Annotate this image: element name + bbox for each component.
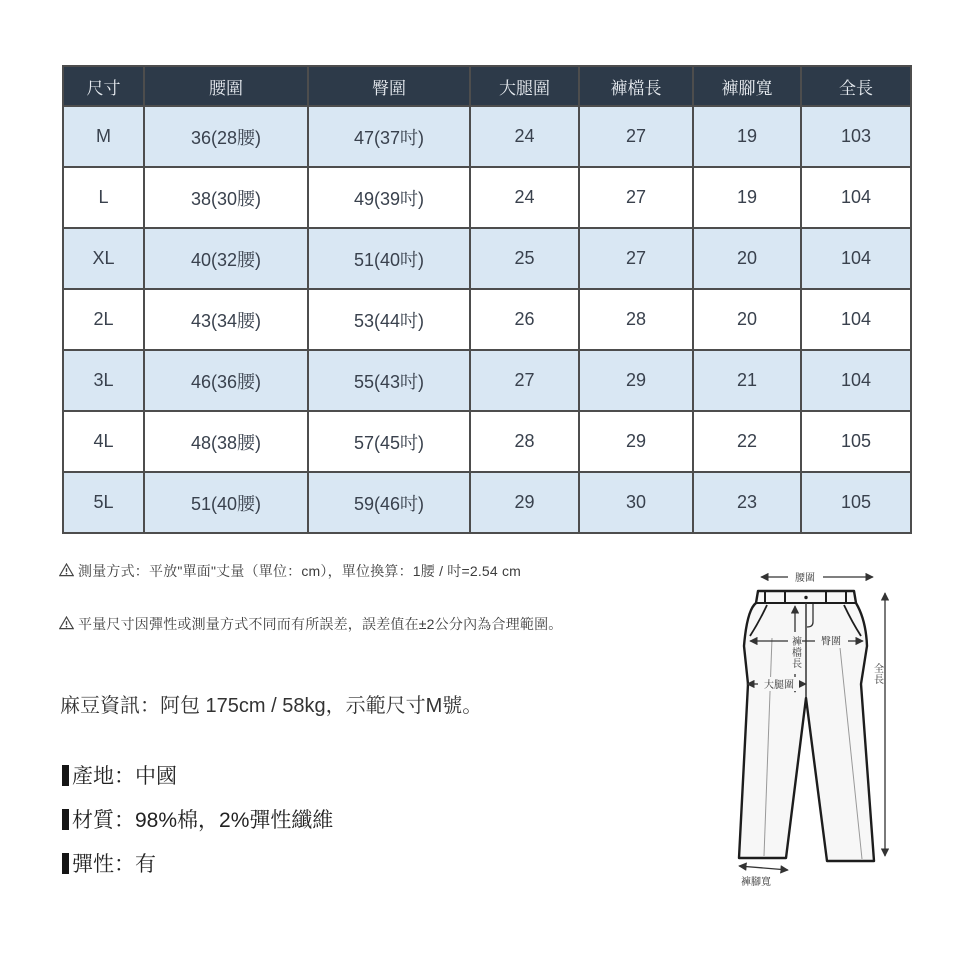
table-cell: 104: [801, 350, 911, 411]
table-cell: 22: [693, 411, 801, 472]
header-thigh: 大腿圍: [470, 66, 579, 106]
warning-icon: [59, 563, 74, 580]
tolerance-note: [59, 614, 562, 634]
table-cell: XL: [63, 228, 144, 289]
measurement-note-text: 測量方式：平放"單面"丈量（單位：cm），單位換算：1腰 / 吋=2.54 cm: [78, 563, 522, 579]
size-chart-table: [62, 65, 912, 534]
table-cell: 47(37吋): [308, 106, 470, 167]
table-cell: M: [63, 106, 144, 167]
table-cell: 40(32腰): [144, 228, 308, 289]
table-cell: 51(40吋): [308, 228, 470, 289]
table-cell: 20: [693, 289, 801, 350]
table-cell: 55(43吋): [308, 350, 470, 411]
detail-elasticity: [62, 848, 156, 878]
size-table-header: [63, 66, 911, 106]
table-cell: 5L: [63, 472, 144, 533]
table-row: [63, 167, 911, 228]
table-cell: 21: [693, 350, 801, 411]
table-row: [63, 106, 911, 167]
table-cell: 43(34腰): [144, 289, 308, 350]
header-full-length: 全長: [801, 66, 911, 106]
table-cell: 104: [801, 167, 911, 228]
table-cell: 28: [470, 411, 579, 472]
full-length-measure-arrow: [871, 593, 885, 856]
table-cell: 105: [801, 472, 911, 533]
hem-width-measure-arrow: [739, 866, 788, 888]
table-cell: 51(40腰): [144, 472, 308, 533]
bullet-bar-icon: [62, 809, 69, 830]
table-cell: 25: [470, 228, 579, 289]
detail-material: [62, 804, 333, 834]
table-cell: 27: [579, 228, 693, 289]
hip-label: 臀圍: [821, 636, 841, 648]
table-row: [63, 228, 911, 289]
table-cell: 38(30腰): [144, 167, 308, 228]
table-cell: 59(46吋): [308, 472, 470, 533]
detail-origin-text: 產地：中國: [72, 765, 177, 788]
table-cell: 30: [579, 472, 693, 533]
table-cell: 29: [579, 350, 693, 411]
header-waist: 腰圍: [144, 66, 308, 106]
waist-measure-arrow: [761, 572, 873, 584]
table-row: [63, 289, 911, 350]
header-hip: 臀圍: [308, 66, 470, 106]
detail-material-text: 材質：98%棉，2%彈性纖維: [72, 809, 334, 832]
table-cell: 29: [579, 411, 693, 472]
table-cell: 19: [693, 106, 801, 167]
header-size: 尺寸: [63, 66, 144, 106]
table-cell: 24: [470, 167, 579, 228]
pants-measurement-diagram: [727, 560, 913, 902]
hem-width-label: 褲腳寬: [741, 877, 771, 888]
table-cell: 26: [470, 289, 579, 350]
table-cell: 27: [579, 167, 693, 228]
table-cell: L: [63, 167, 144, 228]
waist-label: 腰圍: [795, 573, 815, 584]
thigh-label: 大腿圍: [764, 680, 794, 691]
pants-outline-icon: [739, 591, 874, 861]
table-cell: 49(39吋): [308, 167, 470, 228]
measurement-note: [59, 561, 521, 581]
bullet-bar-icon: [62, 765, 69, 786]
table-row: [63, 411, 911, 472]
table-cell: 20: [693, 228, 801, 289]
table-cell: 2L: [63, 289, 144, 350]
table-cell: 19: [693, 167, 801, 228]
model-info: 麻豆資訊：阿包 175cm / 58kg，示範尺寸M號。: [60, 695, 483, 717]
full-length-label: 全長: [871, 663, 883, 685]
table-row: [63, 472, 911, 533]
table-cell: 103: [801, 106, 911, 167]
table-cell: 29: [470, 472, 579, 533]
bullet-bar-icon: [62, 853, 69, 874]
table-cell: 27: [470, 350, 579, 411]
header-crotch-length: 褲檔長: [579, 66, 693, 106]
table-cell: 27: [579, 106, 693, 167]
table-cell: 105: [801, 411, 911, 472]
table-cell: 46(36腰): [144, 350, 308, 411]
detail-elasticity-text: 彈性：有: [72, 853, 156, 876]
table-cell: 3L: [63, 350, 144, 411]
table-cell: 36(28腰): [144, 106, 308, 167]
warning-icon: [59, 616, 74, 633]
table-cell: 24: [470, 106, 579, 167]
table-cell: 28: [579, 289, 693, 350]
header-hem-width: 褲腳寬: [693, 66, 801, 106]
table-cell: 4L: [63, 411, 144, 472]
table-cell: 104: [801, 228, 911, 289]
crotch-length-label: 褲檔長: [789, 636, 801, 669]
table-cell: 57(45吋): [308, 411, 470, 472]
pants-diagram-svg: [727, 560, 913, 902]
table-cell: 104: [801, 289, 911, 350]
header-row: [63, 66, 911, 106]
table-row: [63, 350, 911, 411]
size-table-body: [63, 106, 911, 533]
tolerance-note-text: 平量尺寸因彈性或測量方式不同而有所誤差，誤差值在±2公分內為合理範圍。: [78, 616, 563, 632]
table-cell: 23: [693, 472, 801, 533]
detail-origin: [62, 760, 177, 790]
table-cell: 48(38腰): [144, 411, 308, 472]
table-cell: 53(44吋): [308, 289, 470, 350]
